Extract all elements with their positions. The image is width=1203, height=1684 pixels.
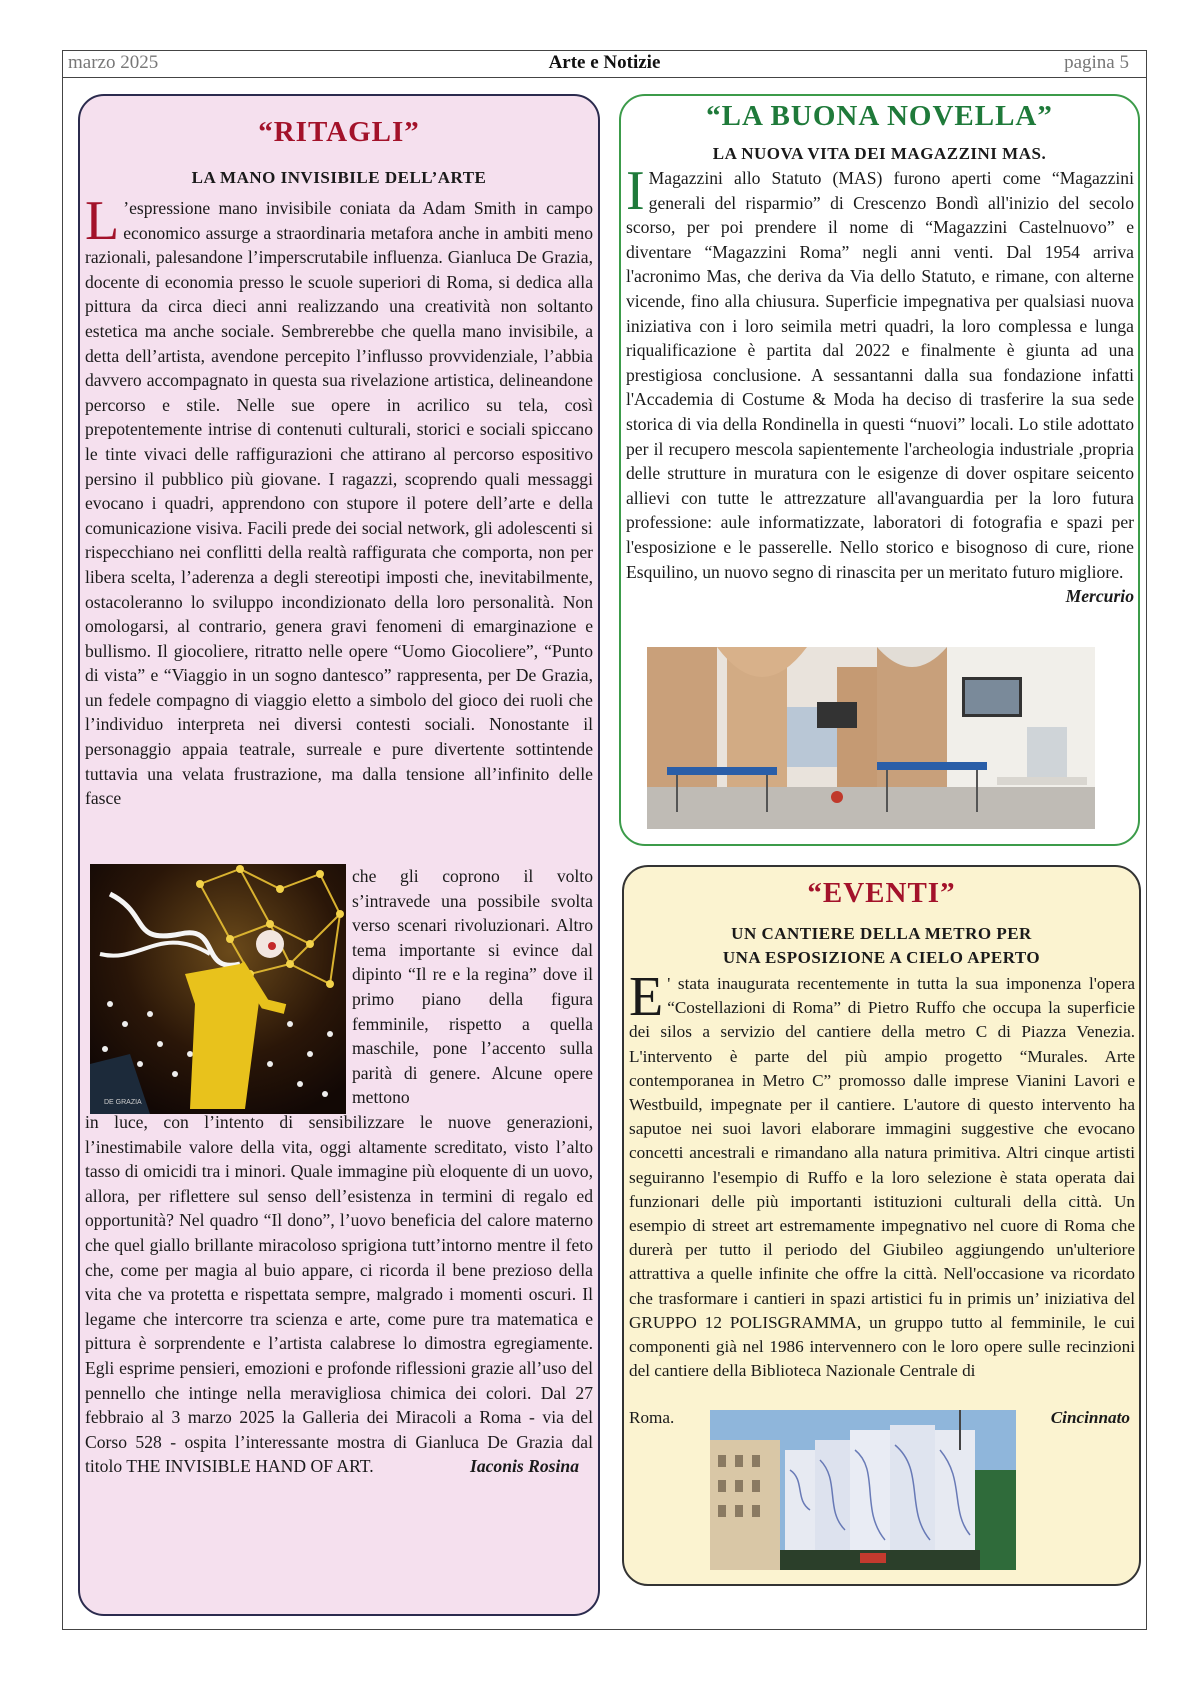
eventi-title: “EVENTI” xyxy=(807,877,956,909)
eventi-subtitle-2: UNA ESPOSIZIONE A CIELO APERTO xyxy=(722,948,1041,967)
eventi-body: E ' stata inaugurata recentemente in tutta la sua imponenza l'opera “Costellazioni di Roma” di Pietro Ruffo che occupa la superficie dei silos a servizio del cantiere della metro C di Piazza Venezia. L'intervento è parte del più ampio progetto “Murales. Arte contemporanea in Metro C” promosso dalle imprese Vianini Lavori e Westbuild, impegnate per il cantiere. L'autore di questo intervento ha saputoe nei suoi lavori elaborare immagini suggestive che evocano concetti ancestrali e rimandano alla natura primitiva. Altri cinque artisti seguiranno l'esempio di Ruffo e la loro selezione è stata operata dai funzionari delle più importanti istituzioni culturali della città. Un esempio di street art estremamente impegnativo nel cuore di Roma che durerà per tutto il periodo del Giubileo aggiungendo un'ulteriore attrattiva a quelle infinite che offre la città. Nell'occasione va ricordato che trasformare i cantieri in spazi artistici fu in primis un’ iniziativa del GRUPPO 12 POLISGRAMMA, un gruppo tutto al femminile, le cui componenti già nel 1986 intervennero con le loro opere sulle recinzioni del cantiere della Biblioteca Nazionale Centrale di xyxy=(629,966,1135,1381)
painting-image xyxy=(90,864,346,1114)
metro-silos-photo xyxy=(710,1410,1016,1570)
novella-dropcap: I xyxy=(626,160,645,222)
ritagli-body-3: in luce, con l’intento di sensibilizzare le nuove generazioni, l’inestimabile valore della vita, oggi altamente screditato, visto l’alto tasso di omicidi tra i minori. Quale immagine più eloquente di un uovo, allora, per riflettere sul senso dell’esistenza in termini di regalo ed opportunità? Nel quadro “Il dono”, l’uovo beneficia del calore materno che quel giallo brillante miracoloso sprigiona tutt’intorno mentre il feto che, come per magia al buio appare, ci ricorda il bene prezioso della vita che va protetta e rispettata sempre, malgrado i momenti oscuri. Il legame che intercorre tra scienza e arte, come pure tra matematica e pittura è sorprendente e l’artista calabrese lo dimostra egregiamente. Egli esprime pensieri, emozioni e profonde riflessioni grazie all’uso del pennello che intinge nella meravigliosa chimica dei colori. Dal 27 febbraio al 3 marzo 2025 la Galleria dei Miracoli a Roma - via del Corso 528 - ospita l’interessante mostra di Gianluca De Grazia dal titolo THE INVISIBLE HAND OF ART. Iaconis Rosina xyxy=(85,1110,593,1479)
ritagli-title: “RITAGLI” xyxy=(258,116,420,148)
header-title: Arte e Notizie xyxy=(548,52,661,73)
novella-article xyxy=(619,94,1140,846)
eventi-author: Cincinnato xyxy=(1050,1408,1130,1427)
ritagli-author: Iaconis Rosina xyxy=(469,1456,579,1477)
ritagli-article xyxy=(78,94,600,1616)
eventi-body-end: Roma. xyxy=(629,1408,675,1427)
page-header xyxy=(62,50,1147,78)
header-page: pagina 5 xyxy=(1064,52,1129,73)
eventi-author-wrap xyxy=(1024,1406,1130,1431)
ritagli-body-1: L ’espressione mano invisibile coniata da Adam Smith in campo economico assurge a straordinaria metafora anche in ambiti meno razionali, palesandone l’imperscrutabile influenza. Gianluca De Grazia, docente di economia presso le scuole superiori di Roma, si dedica alla pittura da circa dieci anni realizzando una creatività non soltanto estetica ma anche sociale. Sembrerebbe che quella mano invisibile, a detta dell’artista, avendone percepito l’influsso provvidenziale, l’abbia davvero accompagnato in questa sua rivelazione artistica, delineandone percorso e stile. Nelle sue opere in acrilico su tela, così prepotentemente intrise di contenuti culturali, storici e sociali spiccano le tinte vivaci delle raffigurazioni che attirano al percorso espositivo persino il pubblico più giovane. I ragazzi, scoprendo quali messaggi evocano i quadri, apprendono con stupore il potere dell’arte e della comunicazione visiva. Facili prede dei social network, gli adolescenti si rispecchiano nei conflitti della realtà raffigurata che comporta, non per libera scelta, l’aderenza a degli stereotipi imposti che, inevitabilmente, ostacoleranno lo sviluppo incondizionato della loro personalità. Non omologarsi, al contrario, genera gravi fenomeni di emarginazione e bullismo. Il giocoliere, ritratto nelle opere “Uomo Giocoliere”, “Punto di vista” e “Viaggio in un sogno dantesco” rappresenta, per De Grazia, un fedele compagno di viaggio eletto a simbolo del gioco dei ruoli che l’individuo interpreta nei diversi contesti sociali. Nonostante il personaggio appaia teatrale, surreale e pure divertente sottintende tuttavia una velata frustrazione, ma dalla tensione all’infinito delle fasce xyxy=(85,190,593,809)
ritagli-subtitle: LA MANO INVISIBILE DELL’ARTE xyxy=(191,168,487,187)
ritagli-body-2: che gli coprono il volto s’intravede una possibile svolta verso scenari rivoluzionari. Altro tema importante si evince dal dipinto “Il re e la regina” dove il primo piano della figura femminile, rispetto a quella maschile, pone l’accento sulla parità di genere. Alcune opere mettono xyxy=(352,866,593,1108)
novella-body: I Magazzini allo Statuto (MAS) furono aperti come “Magazzini generali del risparmio” di Crescenzo Bondì all'inizio del secolo scorso, per poi prendere il nome di “Magazzini Castelnuovo” e diventare “Magazzini Roma” negli anni venti. Dal 1954 arriva l'acronimo Mas, che deriva da Via dello Statuto, e rimane, con alterne vicende, fino alla chiusura. Superficie impegnativa per qualsiasi nuova iniziativa con i loro seimila metri quadri, la loro complessa e lunga riqualificazione è partita dal 2022 e finalmente è giunta ad una prestigiosa conclusione. A sessantanni dalla sua fondazione infatti l'Accademia di Costume & Moda ha deciso di trasferire la sua sede storica di via della Rondinella in questi “nuovi” locali. Lo stile adottato per il recupero mescola sapientemente l'archeologia industriale ,propria delle strutture in muratura con le esigenze di dover ospitare seicento allievi con tutte le attrezzature all'avanguardia per la loro futura professione: aule informatizzate, laboratori di fotografia e spazi per l'esposizione e le passerelle. Nello storico e bisognoso di cure, rione Esquilino, un nuovo segno di rinascita per un meritato futuro migliore. Mercurio xyxy=(626,166,1134,609)
eventi-subtitle-1: UN CANTIERE DELLA METRO PER xyxy=(731,924,1032,943)
eventi-article xyxy=(622,865,1141,1586)
novella-subtitle: LA NUOVA VITA DEI MAGAZZINI MAS. xyxy=(712,144,1047,163)
painting-signature: DE GRAZIA xyxy=(104,1099,142,1106)
mas-interior-photo xyxy=(647,647,1095,829)
eventi-dropcap: E xyxy=(629,966,664,1028)
ritagli-dropcap: L xyxy=(85,190,120,252)
novella-title: “LA BUONA NOVELLA” xyxy=(706,100,1053,132)
novella-author: Mercurio xyxy=(1065,586,1134,607)
header-date: marzo 2025 xyxy=(68,52,159,73)
